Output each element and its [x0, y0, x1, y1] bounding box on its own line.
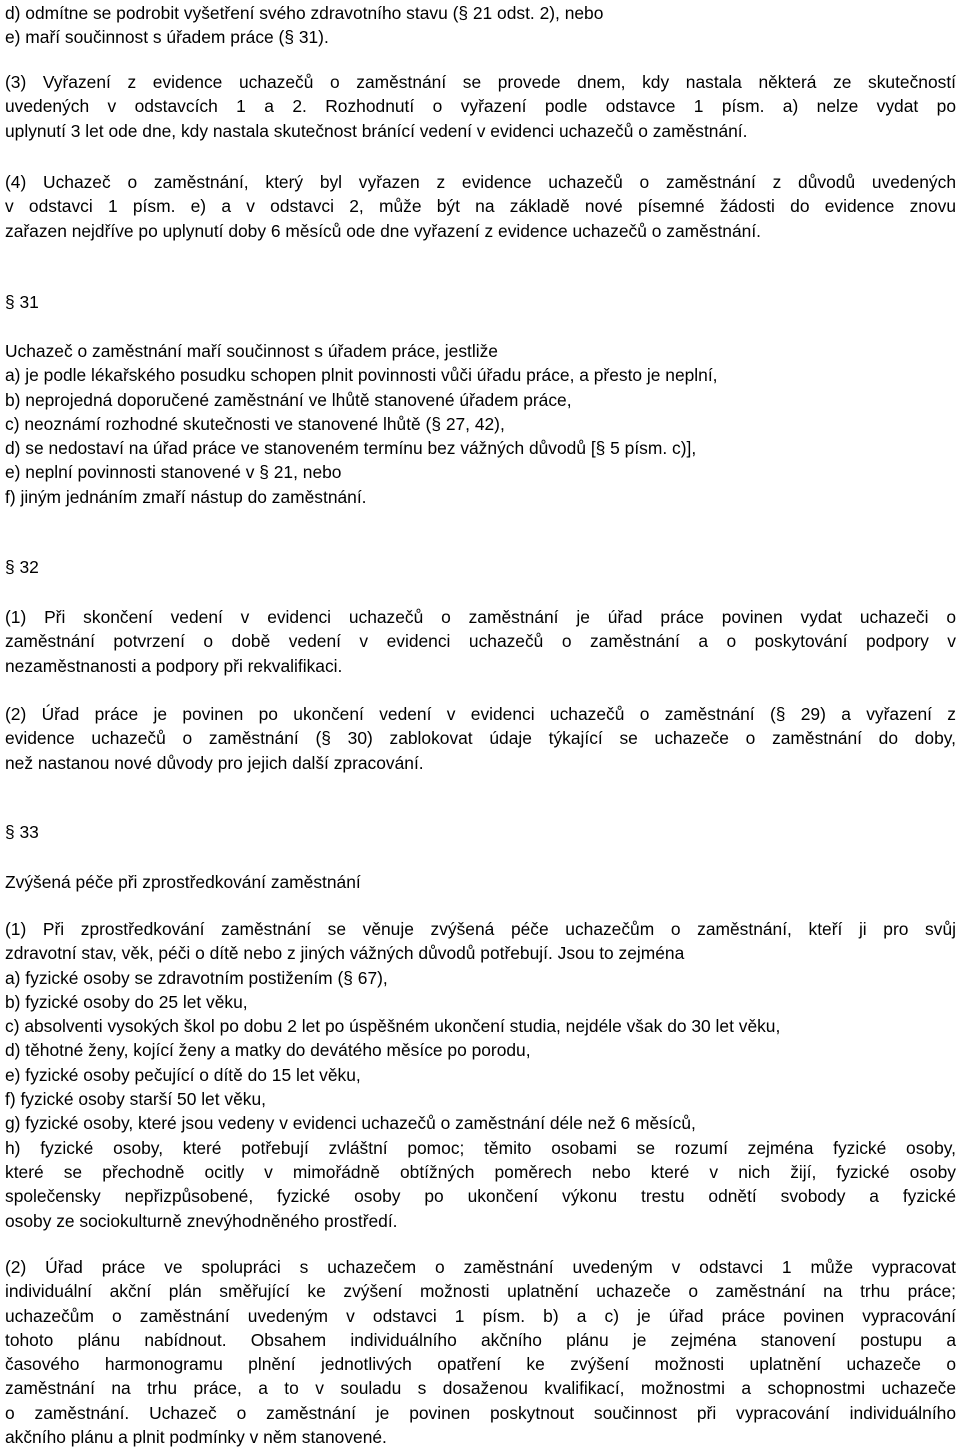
- top-items: [5, 1, 956, 50]
- text-line: evidence uchazečů o zaměstnání (§ 30) zablokovat údaje týkající se uchazeče o zaměstnání do doby,: [5, 728, 956, 749]
- text-line: uvedených v odstavcích 1 a 2. Rozhodnutí o vyřazení podle odstavce 1 písm. a) nelze vydat po: [5, 96, 956, 117]
- text-line: (4) Uchazeč o zaměstnání, který byl vyřazen z evidence uchazečů o zaměstnání z důvodů uvedených: [5, 172, 956, 192]
- text-line: (2) Úřad práce ve spolupráci s uchazečem o zaměstnání uvedeným v odstavci 1 může vypracovat: [5, 1257, 956, 1277]
- section-32-heading: [5, 555, 956, 579]
- text-line: společensky nepřizpůsobené, fyzické osoby po ukončení výkonu trestu odnětí svobody a fyzické: [5, 1186, 956, 1207]
- list-item: a) je podle lékařského posudku schopen plnit povinnosti vůči úřadu práce, a přesto je neplní,: [5, 365, 718, 386]
- text-line: nezaměstnanosti a podpory při rekvalifikaci.: [5, 655, 343, 676]
- section-heading: § 32: [5, 557, 39, 577]
- text-line: individuální akční plán směřující ke zvýšení možnosti uplatnění uchazeče o zaměstnání na trhu práce;: [5, 1281, 956, 1302]
- list-item: b) fyzické osoby do 25 let věku,: [5, 991, 248, 1012]
- list-item: c) neoznámí rozhodné skutečnosti ve stanovené lhůtě (§ 27, 42),: [5, 413, 505, 434]
- list-item: d) se nedostaví na úřad práce ve stanoveném termínu bez vážných důvodů [§ 5 písm. c)],: [5, 438, 697, 459]
- list-item: d) odmítne se podrobit vyšetření svého zdravotního stavu (§ 21 odst. 2), nebo: [5, 3, 604, 23]
- section-heading: § 31: [5, 292, 39, 312]
- section-33-heading: [5, 820, 956, 844]
- list-item: d) těhotné ženy, kojící ženy a matky do devátého měsíce po porodu,: [5, 1040, 531, 1061]
- text-line: (1) Při zprostředkování zaměstnání se věnuje zvýšená péče uchazečům o zaměstnání, kteří ji pro svůj: [5, 919, 956, 939]
- text-line: časového harmonogramu plnění jednotlivých opatření ke zvýšení možnosti uplatnění uchazeče o: [5, 1354, 956, 1375]
- text-line: zdravotní stav, věk, péči o dítě nebo z jiných vážných důvodů potřebují. Jsou to zejména: [5, 943, 685, 964]
- text-line: tohoto plánu nabídnout. Obsahem individuálního akčního plánu je zejména stanovení postupu a: [5, 1329, 956, 1350]
- list-item: e) fyzické osoby pečující o dítě do 15 let věku,: [5, 1064, 361, 1085]
- section-31-body: [5, 339, 956, 509]
- list-item: g) fyzické osoby, které jsou vedeny v evidenci uchazečů o zaměstnání déle než 6 měsíců,: [5, 1113, 696, 1134]
- section-33-paragraph-2: [5, 1255, 956, 1449]
- list-item: f) jiným jednáním zmaří nástup do zaměstnání.: [5, 486, 367, 507]
- text-line: o zaměstnání. Uchazeč o zaměstnání je povinen poskytnout součinnost při vypracování individuálního: [5, 1402, 956, 1423]
- section-heading: § 33: [5, 822, 39, 842]
- text-line: uplynutí 3 let ode dne, kdy nastala skutečnost bránící vedení v evidenci uchazečů o zaměstnání.: [5, 120, 748, 141]
- list-item: c) absolventi vysokých škol po dobu 2 let po úspěšném ukončení studia, nejdéle však do 30 let věku,: [5, 1016, 781, 1037]
- text-line: (3) Vyřazení z evidence uchazečů o zaměstnání se provede dnem, kdy nastala některá ze skutečností: [5, 72, 956, 92]
- section-33-paragraph-1: [5, 917, 956, 1233]
- text-line: (2) Úřad práce je povinen po ukončení vedení v evidenci uchazečů o zaměstnání (§ 29) a vyřazení z: [5, 704, 956, 724]
- text-line: v odstavci 1 písm. e) a v odstavci 2, může být na základě nové písemné žádosti do evidence znovu: [5, 196, 956, 217]
- text-line: zaměstnání na trhu práce, a to v souladu s dosaženou kvalifikací, možnostmi a schopnostmi uchazeče: [5, 1378, 956, 1399]
- text-line: než nastanou nové důvody pro jejich další zpracování.: [5, 752, 424, 773]
- paragraph-3: [5, 70, 956, 143]
- section-32-paragraph-2: [5, 702, 956, 775]
- text-line: (1) Při skončení vedení v evidenci uchazečů o zaměstnání je úřad práce povinen vydat uchazeči o: [5, 607, 956, 627]
- paragraph-4: [5, 170, 956, 243]
- text-line: uchazečům o zaměstnání uvedeným v odstavci 1 písm. b) a c) je úřad práce povinen vypracování: [5, 1305, 956, 1326]
- list-item: b) neprojedná doporučené zaměstnání ve lhůtě stanovené úřadem práce,: [5, 389, 572, 410]
- text-line: akčního plánu a plnit podmínky v něm stanovené.: [5, 1427, 387, 1448]
- section-title: Zvýšená péče při zprostředkování zaměstnání: [5, 872, 361, 892]
- list-item: a) fyzické osoby se zdravotním postižením (§ 67),: [5, 967, 388, 988]
- section-31-heading: [5, 290, 956, 314]
- text-line: Uchazeč o zaměstnání maří součinnost s úřadem práce, jestliže: [5, 341, 498, 361]
- list-item: e) neplní povinnosti stanovené v § 21, nebo: [5, 462, 342, 483]
- section-33-title-block: [5, 870, 956, 894]
- text-line: zaměstnání potvrzení o době vedení v evidenci uchazečů o zaměstnání a o poskytování podpory v: [5, 631, 956, 652]
- list-item: e) maří součinnost s úřadem práce (§ 31).: [5, 27, 329, 48]
- text-line: zařazen nejdříve po uplynutí doby 6 měsíců ode dne vyřazení z evidence uchazečů o zaměstnání.: [5, 220, 761, 241]
- list-item: f) fyzické osoby starší 50 let věku,: [5, 1089, 266, 1110]
- list-item: h) fyzické osoby, které potřebují zvláštní pomoc; těmito osobami se rozumí zejména fyzické osoby,: [5, 1137, 956, 1158]
- section-32-paragraph-1: [5, 605, 956, 678]
- text-line: které se přechodně ocitly v mimořádně obtížných poměrech nebo které v nich žijí, fyzické osoby: [5, 1161, 956, 1182]
- text-line: osoby ze sociokulturně znevýhodněného prostředí.: [5, 1210, 398, 1231]
